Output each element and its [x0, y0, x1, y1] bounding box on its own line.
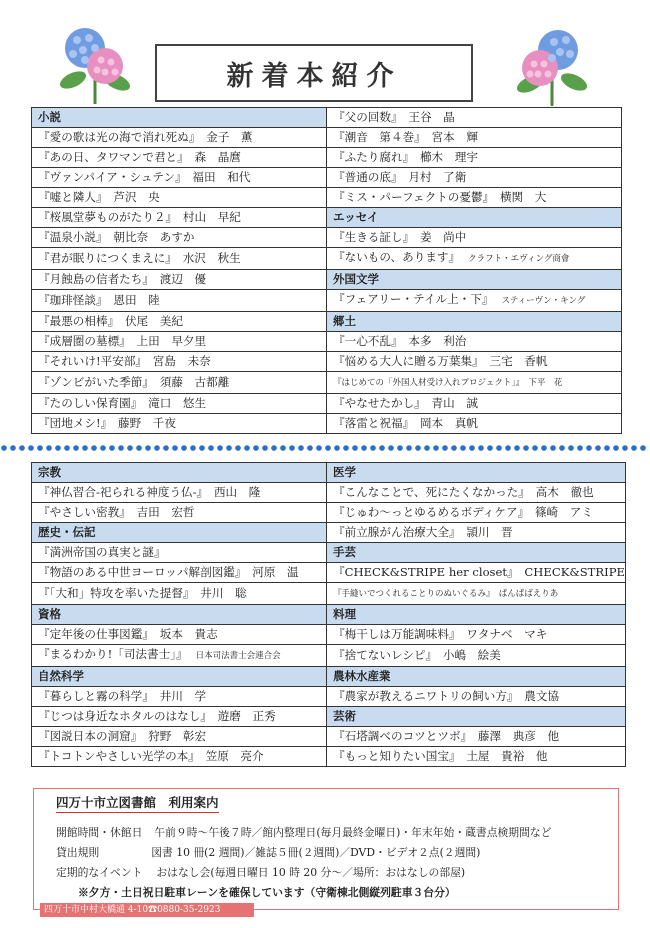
- entry-author-small: スティーヴン・キング: [501, 296, 586, 306]
- book-entry: [32, 503, 327, 523]
- category-header: [327, 312, 622, 332]
- book-entry: [327, 503, 626, 523]
- entry-author-small: クラフト・エヴィング商會: [468, 254, 570, 264]
- entry-text: 『フェアリー・テイル上・下』: [333, 292, 494, 306]
- divider-dot: [244, 445, 250, 451]
- table-row: [32, 707, 626, 727]
- divider-dot: [388, 445, 394, 451]
- page-title: 新着本紹介: [226, 60, 402, 92]
- book-entry: [327, 583, 626, 605]
- book-entry: [32, 352, 327, 372]
- book-entry: [32, 625, 327, 645]
- book-entry: [327, 483, 626, 503]
- divider-dot: [262, 445, 268, 451]
- entry-text: 農林水産業: [333, 669, 391, 683]
- book-entry: [327, 128, 622, 148]
- divider-dot: [361, 445, 367, 451]
- category-header: [327, 605, 626, 625]
- book-entry: [32, 563, 327, 583]
- divider-dot: [280, 445, 286, 451]
- entry-text: 『団地メシ!』 藤野 千夜: [38, 416, 176, 430]
- book-entry: [32, 727, 327, 747]
- entry-text: 『定年後の仕事図鑑』 坂本 貴志: [38, 627, 218, 641]
- table-row: [32, 645, 626, 667]
- divider-dot: [640, 445, 646, 451]
- divider-dot: [19, 445, 25, 451]
- table-row: [32, 463, 626, 483]
- divider-dot: [505, 445, 511, 451]
- book-entry: [32, 228, 327, 248]
- table-row: [32, 312, 622, 332]
- entry-text: 『まるわかり!「司法書士」』: [38, 647, 188, 661]
- table-row: [32, 332, 622, 352]
- divider-dot: [91, 445, 97, 451]
- divider-dot: [487, 445, 493, 451]
- divider-dot: [64, 445, 70, 451]
- table-row: [32, 483, 626, 503]
- entry-text: 手芸: [333, 545, 356, 559]
- divider-dot: [55, 445, 61, 451]
- hours-row: [56, 825, 551, 840]
- table-row: [32, 208, 622, 228]
- divider-dot: [460, 445, 466, 451]
- entry-text: 『桜風堂夢ものがたり２』 村山 早紀: [38, 210, 241, 224]
- book-entry: [32, 208, 327, 228]
- book-entry: [327, 168, 622, 188]
- table-row: [32, 148, 622, 168]
- divider-dot: [154, 445, 160, 451]
- entry-text: 『石塔調べのコツとツボ』 藤澤 典彦 他: [333, 729, 560, 743]
- divider-dot: [226, 445, 232, 451]
- divider-dot: [118, 445, 124, 451]
- divider-dot: [208, 445, 214, 451]
- divider-dot: [523, 445, 529, 451]
- divider-dot: [217, 445, 223, 451]
- table-row: [32, 747, 626, 767]
- table-row: [32, 372, 622, 394]
- category-header: [327, 667, 626, 687]
- book-entry: [32, 747, 327, 767]
- divider-dot: [298, 445, 304, 451]
- table-row: [32, 563, 626, 583]
- entry-author-small: 日本司法書士会連合会: [195, 651, 281, 661]
- events-row: [56, 865, 465, 880]
- entry-text: 『君が眠りにつくまえに』 水沢 秋生: [38, 251, 241, 265]
- entry-text: 『こんなことで、死にたくなかった』 高木 徹也: [333, 485, 594, 499]
- entry-text: 『満洲帝国の真実と謎』: [38, 545, 166, 559]
- book-entry: [32, 312, 327, 332]
- entry-text: 宗教: [38, 465, 61, 479]
- divider-dot: [532, 445, 538, 451]
- table-row: [32, 168, 622, 188]
- entry-text: 『前立腺がん治療大全』 頴川 晋: [333, 525, 513, 539]
- category-header: [32, 108, 327, 128]
- table-row: [32, 352, 622, 372]
- divider-dot: [469, 445, 475, 451]
- category-header: [327, 543, 626, 563]
- table-row: [32, 108, 622, 128]
- entry-text: 『ヴァンパイア・シュテン』 福田 和代: [38, 170, 251, 184]
- entry-text: 『暮らしと霧の科学』 井川 学: [38, 689, 207, 703]
- divider-dot: [352, 445, 358, 451]
- entry-text: 『農家が教えるニワトリの飼い方』 農文協: [333, 689, 560, 703]
- divider-dot: [82, 445, 88, 451]
- table-row: [32, 625, 626, 645]
- entry-text: 芸術: [333, 709, 356, 723]
- divider-dot: [289, 445, 295, 451]
- entry-text: 『嘘と隣人』 芦沢 央: [38, 190, 160, 204]
- book-entry: [327, 645, 626, 667]
- book-entry: [327, 332, 622, 352]
- book-entry: [327, 372, 622, 394]
- book-entry: [32, 707, 327, 727]
- entry-text: 『ゾンビがいた季節』 須藤 古都離: [38, 375, 230, 389]
- book-entry: [32, 394, 327, 414]
- entry-text: 『生きる証し』 姜 尚中: [333, 230, 467, 244]
- divider-dot: [631, 445, 637, 451]
- divider-dot: [559, 445, 565, 451]
- table-row: [32, 687, 626, 707]
- category-header: [327, 270, 622, 290]
- divider-dot: [541, 445, 547, 451]
- entry-author-small: 『手縫いでつくれることりのぬいぐるみ』 ぱんぱばえりあ: [333, 589, 559, 599]
- book-entry: [327, 523, 626, 543]
- category-header: [32, 667, 327, 687]
- divider-dot: [172, 445, 178, 451]
- entry-text: 『それいけ!平安部』 宮島 未奈: [38, 354, 211, 368]
- divider-dot: [145, 445, 151, 451]
- entry-text: 『月蝕島の信者たち』 渡辺 優: [38, 272, 207, 286]
- divider-dot: [109, 445, 115, 451]
- entry-text: 『最悪の相棒』 伏尾 美紀: [38, 314, 183, 328]
- entry-text: 『梅干しは万能調味料』 ワタナベ マキ: [333, 627, 548, 641]
- footer-address: 四万十市中村大橋通 4-10☎0880-35-2923: [40, 903, 254, 917]
- entry-text: 『ミス・パーフェクトの憂鬱』 横関 大: [333, 190, 547, 204]
- divider-dot: [73, 445, 79, 451]
- divider-dot: [100, 445, 106, 451]
- category-header: [32, 605, 327, 625]
- divider-dot: [127, 445, 133, 451]
- entry-text: 『神仏習合‐祀られる神度う仏‐』 西山 隆: [38, 485, 261, 499]
- divider-dot: [577, 445, 583, 451]
- book-entry: [32, 128, 327, 148]
- entry-text: 『図説日本の洞窟』 狩野 彰宏: [38, 729, 207, 743]
- divider-dot: [424, 445, 430, 451]
- entry-text: 『普通の底』 月村 了衛: [333, 170, 467, 184]
- entry-text: 『温泉小説』 朝比奈 あすか: [38, 230, 195, 244]
- lending-label: 貸出規則: [56, 846, 100, 859]
- entry-text: 『ないもの、あります』: [333, 250, 461, 264]
- divider-dot: [613, 445, 619, 451]
- book-entry: [32, 483, 327, 503]
- book-entry: [327, 148, 622, 168]
- divider-dot: [397, 445, 403, 451]
- category-header: [327, 463, 626, 483]
- divider-dot: [478, 445, 484, 451]
- book-entry: [327, 563, 626, 583]
- entry-text: 『じつは身近なホタルのはなし』 遊磨 正秀: [38, 709, 276, 723]
- table-row: [32, 727, 626, 747]
- book-entry: [327, 228, 622, 248]
- parking-note: ※夕方・土日祝日駐車レーンを確保しています（守衛棟北側縦列駐車３台分）: [78, 886, 456, 899]
- hours-value: 午前９時～午後７時／館内整理日(毎月最終金曜日)・年末年始・蔵書点検期間など: [154, 826, 552, 839]
- entry-text: 外国文学: [333, 272, 379, 286]
- table-row: [32, 523, 626, 543]
- divider-dot: [1, 445, 7, 451]
- table-row: [32, 270, 622, 290]
- divider-dot: [163, 445, 169, 451]
- divider-dot: [604, 445, 610, 451]
- category-header: [327, 707, 626, 727]
- divider-dot: [235, 445, 241, 451]
- entry-text: 資格: [38, 607, 61, 621]
- entry-text: 小説: [38, 110, 61, 124]
- book-entry: [327, 394, 622, 414]
- entry-text: 『一心不乱』 本多 利治: [333, 334, 467, 348]
- book-entry: [327, 352, 622, 372]
- table-row: [32, 503, 626, 523]
- divider-dot: [190, 445, 196, 451]
- book-entry: [327, 248, 622, 270]
- book-entry: [32, 248, 327, 270]
- entry-text: 『じゅわ～っとゆるめるボディケア』 篠崎 アミ: [333, 505, 593, 519]
- entry-text: 『捨てないレシピ』 小嶋 絵美: [333, 648, 501, 662]
- hydrangea-icon: [512, 28, 592, 110]
- divider-dot: [433, 445, 439, 451]
- entry-text: 『もっと知りたい国宝』 土屋 貴裕 他: [333, 749, 548, 763]
- events-value: おはなし会(毎週日曜日 10 時 20 分～／場所：おはなしの部屋): [156, 866, 466, 879]
- book-entry: [327, 625, 626, 645]
- divider-dot: [307, 445, 313, 451]
- table-row: [32, 583, 626, 605]
- entry-text: 『物語のある中世ヨーロッパ解剖図鑑』 河原 温: [38, 565, 299, 579]
- divider-dot: [37, 445, 43, 451]
- entry-text: 郷土: [333, 314, 356, 328]
- divider-dot: [253, 445, 259, 451]
- new-books-table-2: [31, 462, 626, 767]
- divider-dot: [550, 445, 556, 451]
- entry-text: 医学: [333, 465, 356, 479]
- category-header: [32, 463, 327, 483]
- divider-dot: [415, 445, 421, 451]
- entry-text: 『潮音 第４巻』 宮本 輝: [333, 130, 478, 144]
- divider-dot: [496, 445, 502, 451]
- book-entry: [32, 583, 327, 605]
- table-row: [32, 543, 626, 563]
- book-entry: [32, 290, 327, 312]
- book-entry: [32, 645, 327, 667]
- entry-text: 料理: [333, 607, 356, 621]
- book-entry: [32, 372, 327, 394]
- entry-text: 『たのしい保育園』 滝口 悠生: [38, 396, 207, 410]
- table-row: [32, 605, 626, 625]
- category-header: [327, 208, 622, 228]
- table-row: [32, 128, 622, 148]
- page-title-box: [155, 44, 473, 102]
- table-row: [32, 667, 626, 687]
- book-entry: [327, 747, 626, 767]
- table-row: [32, 414, 622, 434]
- entry-text: 『CHECK&STRIPE her closet』 CHECK&STRIPE: [333, 565, 625, 579]
- entry-text: 『トコトンやさしい光学の本』 笠原 亮介: [38, 749, 264, 763]
- table-row: [32, 290, 622, 312]
- entry-text: 『「大和」特攻を率いた提督』 井川 聡: [38, 586, 247, 600]
- entry-text: 『やさしい密教』 吉田 宏哲: [38, 505, 195, 519]
- book-entry: [32, 270, 327, 290]
- entry-text: 『珈琲怪談』 恩田 陸: [38, 293, 160, 307]
- table-row: [32, 394, 622, 414]
- entry-text: 『ふたり腐れ』 櫛木 理宇: [333, 150, 478, 164]
- category-header: [32, 523, 327, 543]
- book-entry: [32, 332, 327, 352]
- book-entry: [327, 727, 626, 747]
- divider-dot: [136, 445, 142, 451]
- divider-dot: [595, 445, 601, 451]
- divider-dot: [586, 445, 592, 451]
- new-books-table-1: [31, 107, 622, 434]
- divider-dot: [379, 445, 385, 451]
- divider-dot: [181, 445, 187, 451]
- table-row: [32, 248, 622, 270]
- divider-dot: [316, 445, 322, 451]
- divider-dot: [46, 445, 52, 451]
- divider-dot: [514, 445, 520, 451]
- entry-text: 自然科学: [38, 669, 84, 683]
- dotted-divider: [0, 442, 650, 454]
- lending-value: 図書 10 冊(2 週間)／雑誌５冊(２週間)／DVD・ビデオ２点(２週間): [151, 846, 481, 859]
- divider-dot: [28, 445, 34, 451]
- entry-text: エッセイ: [333, 210, 379, 224]
- divider-dot: [442, 445, 448, 451]
- table-row: [32, 228, 622, 248]
- divider-dot: [271, 445, 277, 451]
- divider-dot: [406, 445, 412, 451]
- entry-text: 『悩める大人に贈る万葉集』 三宅 香帆: [333, 354, 548, 368]
- table-row: [32, 188, 622, 208]
- book-entry: [327, 687, 626, 707]
- lending-row: [56, 845, 480, 860]
- events-label: 定期的なイベント: [56, 866, 143, 879]
- book-entry: [32, 543, 327, 563]
- entry-text: 『やなせたかし』 青山 誠: [333, 396, 478, 410]
- book-entry: [327, 414, 622, 434]
- book-entry: [32, 168, 327, 188]
- book-entry: [327, 188, 622, 208]
- library-info-box: [33, 788, 619, 910]
- divider-dot: [199, 445, 205, 451]
- entry-text: 『成層圏の墓標』 上田 早夕里: [38, 334, 207, 348]
- divider-dot: [334, 445, 340, 451]
- book-entry: [327, 108, 622, 128]
- divider-dot: [370, 445, 376, 451]
- hydrangea-icon: [55, 26, 135, 108]
- info-title: 四万十市立図書館 利用案内: [56, 793, 219, 813]
- divider-dot: [622, 445, 628, 451]
- book-entry: [32, 148, 327, 168]
- divider-dot: [10, 445, 16, 451]
- divider-dot: [325, 445, 331, 451]
- divider-dot: [343, 445, 349, 451]
- entry-author-small: 『はじめての「外国人材受け入れプロジェクト」』 下平 花: [333, 378, 563, 388]
- book-entry: [32, 687, 327, 707]
- hours-label: 開館時間・休館日: [56, 826, 143, 839]
- entry-text: 歴史・伝記: [38, 525, 96, 539]
- book-entry: [327, 290, 622, 312]
- entry-text: 『あの日、タワマンで君と』 森 晶麿: [38, 150, 241, 164]
- entry-text: 『落雷と祝福』 岡本 真帆: [333, 416, 478, 430]
- divider-dot: [568, 445, 574, 451]
- divider-dot: [451, 445, 457, 451]
- book-entry: [32, 188, 327, 208]
- book-entry: [32, 414, 327, 434]
- entry-text: 『愛の歌は光の海で消れ死ぬ』 金子 薫: [38, 130, 253, 144]
- entry-text: 『父の回数』 王谷 晶: [333, 110, 455, 124]
